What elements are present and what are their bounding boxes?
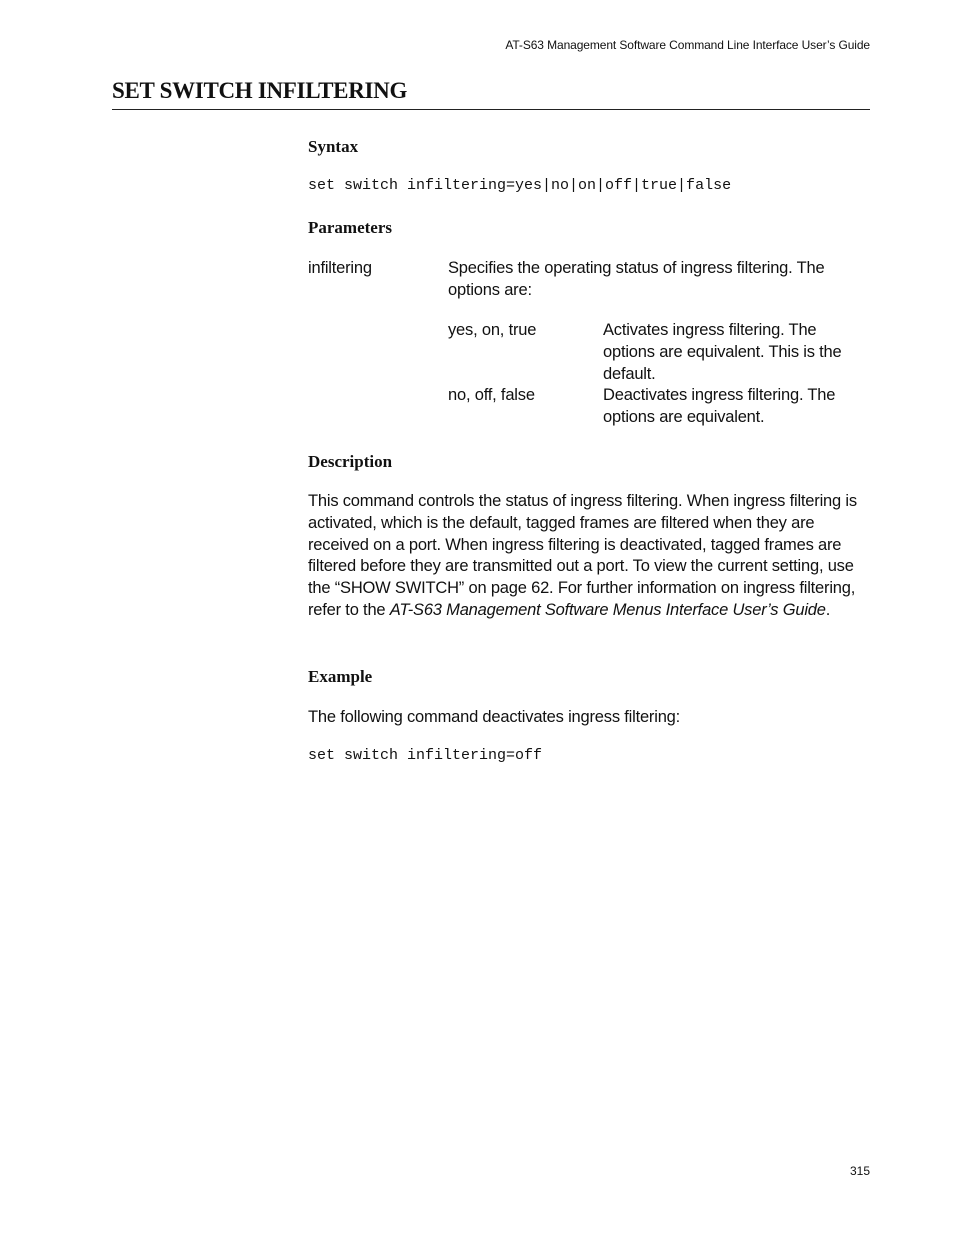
example-intro: The following command deactivates ingress filtering: — [308, 708, 681, 726]
syntax-command: set switch infiltering=yes|no|on|off|true|false — [308, 177, 732, 194]
option-description: Activates ingress filtering. The options are equivalent. This is the default. — [603, 321, 842, 383]
parameter-name: infiltering — [308, 259, 372, 277]
option-name: yes, on, true — [448, 321, 537, 339]
parameter-description: Specifies the operating status of ingress filtering. The options are: — [448, 259, 825, 299]
description-paragraph — [308, 491, 870, 622]
description-text-end: . — [825, 600, 831, 619]
example-command: set switch infiltering=off — [308, 747, 543, 764]
option-description: Deactivates ingress filtering. The options are equivalent. — [603, 386, 836, 426]
syntax-heading: Syntax — [308, 137, 359, 156]
page-title: SET SWITCH INFILTERING — [112, 78, 408, 103]
description-text: This command controls the status of ingress filtering. When ingress filtering is activated, which is the default, tagged frames are filtered when they are received on a port. When ingress filtering is deactivated, tagged frames are filtered before they are transmitted out a port. To view the current setting, use the “SHOW SWITCH” on page 62. For further information on ingress filtering, refer to the — [308, 492, 857, 619]
running-header: AT-S63 Management Software Command Line Interface User’s Guide — [505, 38, 870, 52]
parameters-heading: Parameters — [308, 218, 393, 237]
description-heading: Description — [308, 452, 393, 471]
example-heading: Example — [308, 667, 373, 686]
page-number: 315 — [849, 1164, 870, 1178]
option-name: no, off, false — [448, 386, 535, 404]
guide-title-reference: AT-S63 Management Software Menus Interface User’s Guide — [389, 600, 826, 619]
title-rule — [112, 109, 870, 110]
